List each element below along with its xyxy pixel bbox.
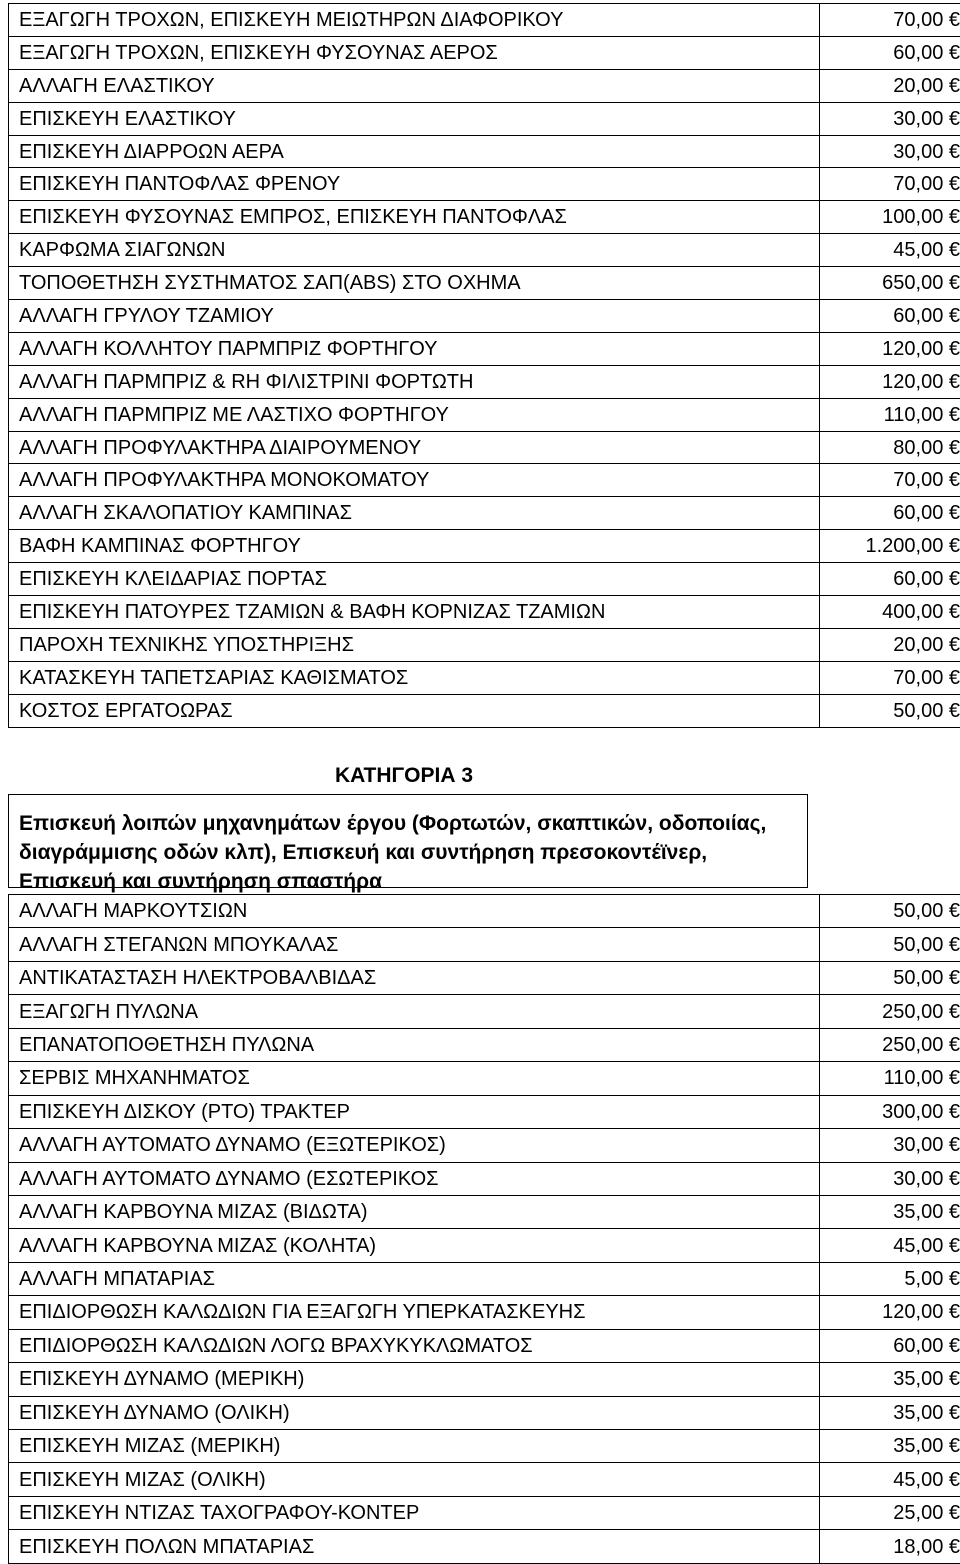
service-price: 250,00 € [820,995,960,1028]
table-row [9,1162,960,1195]
service-description: ΑΛΛΑΓΗ ΜΑΡΚΟΥΤΣΙΩΝ [9,895,820,928]
service-price: 110,00 € [820,1062,960,1095]
table-row [9,36,960,69]
table-row [9,102,960,135]
table-row [9,995,960,1028]
table-row [9,201,960,234]
price-table-section-1 [8,3,960,728]
table-row [9,1262,960,1295]
table-row [9,895,960,928]
table-row [9,1530,960,1563]
service-price: 45,00 € [820,1463,960,1496]
service-description: ΕΠΑΝΑΤΟΠΟΘΕΤΗΣΗ ΠΥΛΩΝΑ [9,1028,820,1061]
service-description: ΕΠΙΣΚΕΥΗ ΠΟΛΩΝ ΜΠΑΤΑΡΙΑΣ [9,1530,820,1563]
table-row [9,694,960,727]
service-description: ΑΛΛΑΓΗ ΣΚΑΛΟΠΑΤΙΟΥ ΚΑΜΠΙΝΑΣ [9,497,820,530]
service-price: 120,00 € [820,332,960,365]
table-row [9,1430,960,1463]
service-price: 35,00 € [820,1195,960,1228]
service-description: ΕΠΙΣΚΕΥΗ ΚΛΕΙΔΑΡΙΑΣ ΠΟΡΤΑΣ [9,563,820,596]
service-description: ΑΛΛΑΓΗ ΜΠΑΤΑΡΙΑΣ [9,1262,820,1295]
service-description: ΚΟΣΤΟΣ ΕΡΓΑΤΟΩΡΑΣ [9,694,820,727]
service-price: 60,00 € [820,36,960,69]
service-price: 70,00 € [820,661,960,694]
service-description: ΑΛΛΑΓΗ ΠΑΡΜΠΡΙΖ ΜΕ ΛΑΣΤΙΧΟ ΦΟΡΤΗΓΟΥ [9,398,820,431]
service-price: 60,00 € [820,1329,960,1362]
table-row [9,530,960,563]
category-3-description: Επισκευή λοιπών μηχανημάτων έργου (Φορτωτών, σκαπτικών, οδοποιίας, διαγράμμισης οδών κλπ), Επισκευή και συντήρηση πρεσοκοντέϊνερ, Επισκευή και συντήρηση σπαστήρα [8,794,808,888]
service-price: 110,00 € [820,398,960,431]
table-row [9,628,960,661]
service-description: ΕΠΙΣΚΕΥΗ ΕΛΑΣΤΙΚΟΥ [9,102,820,135]
table-row [9,332,960,365]
service-description: ΑΛΛΑΓΗ ΣΤΕΓΑΝΩΝ ΜΠΟΥΚΑΛΑΣ [9,928,820,961]
service-price: 650,00 € [820,267,960,300]
table-row [9,398,960,431]
price-table-category-3 [8,894,960,1564]
service-price: 70,00 € [820,4,960,37]
service-description: ΕΠΙΣΚΕΥΗ ΦΥΣΟΥΝΑΣ ΕΜΠΡΟΣ, ΕΠΙΣΚΕΥΗ ΠΑΝΤΟΦΛΑΣ [9,201,820,234]
service-description: ΕΠΙΣΚΕΥΗ ΝΤΙΖΑΣ ΤΑΧΟΓΡΑΦΟΥ-ΚΟΝΤΕΡ [9,1496,820,1529]
service-description: ΑΝΤΙΚΑΤΑΣΤΑΣΗ ΗΛΕΚΤΡΟΒΑΛΒΙΔΑΣ [9,961,820,994]
table-row [9,464,960,497]
service-price: 50,00 € [820,961,960,994]
table-row [9,1062,960,1095]
service-price: 50,00 € [820,694,960,727]
table-row [9,961,960,994]
table-row [9,928,960,961]
table-row [9,234,960,267]
service-price: 250,00 € [820,1028,960,1061]
service-description: ΕΠΙΣΚΕΥΗ ΠΑΝΤΟΦΛΑΣ ΦΡΕΝΟΥ [9,168,820,201]
table-row [9,168,960,201]
service-price: 60,00 € [820,300,960,333]
table-row [9,1095,960,1128]
service-price: 400,00 € [820,596,960,629]
table-row [9,4,960,37]
service-description: ΑΛΛΑΓΗ ΠΑΡΜΠΡΙΖ & RH ΦΙΛΙΣΤΡΙΝΙ ΦΟΡΤΩΤΗ [9,365,820,398]
service-price: 35,00 € [820,1396,960,1429]
service-price: 25,00 € [820,1496,960,1529]
service-description: ΑΛΛΑΓΗ ΚΑΡΒΟΥΝΑ ΜΙΖΑΣ (ΒΙΔΩΤΑ) [9,1195,820,1228]
table-row [9,1363,960,1396]
service-description: ΑΛΛΑΓΗ ΠΡΟΦΥΛΑΚΤΗΡΑ ΜΟΝΟΚΟΜΑΤΟΥ [9,464,820,497]
service-price: 30,00 € [820,135,960,168]
service-price: 20,00 € [820,69,960,102]
table-row [9,69,960,102]
table-row [9,135,960,168]
table-row [9,661,960,694]
service-price: 60,00 € [820,563,960,596]
table-row [9,596,960,629]
service-description: ΕΞΑΓΩΓΗ ΤΡΟΧΩΝ, ΕΠΙΣΚΕΥΗ ΜΕΙΩΤΗΡΩΝ ΔΙΑΦΟΡΙΚΟΥ [9,4,820,37]
service-description: ΠΑΡΟΧΗ ΤΕΧΝΙΚΗΣ ΥΠΟΣΤΗΡΙΞΗΣ [9,628,820,661]
table-row [9,267,960,300]
category-3-title: ΚΑΤΗΓΟΡΙΑ 3 [0,764,808,788]
service-description: ΑΛΛΑΓΗ ΓΡΥΛΟΥ ΤΖΑΜΙΟΥ [9,300,820,333]
table-row [9,1496,960,1529]
service-price: 300,00 € [820,1095,960,1128]
table-row [9,1396,960,1429]
service-price: 30,00 € [820,1162,960,1195]
service-price: 20,00 € [820,628,960,661]
service-price: 30,00 € [820,102,960,135]
service-price: 70,00 € [820,464,960,497]
service-price: 30,00 € [820,1129,960,1162]
service-description: ΑΛΛΑΓΗ ΑΥΤΟΜΑΤΟ ΔΥΝΑΜΟ (ΕΣΩΤΕΡΙΚΟΣ [9,1162,820,1195]
service-description: ΚΑΡΦΩΜΑ ΣΙΑΓΩΝΩΝ [9,234,820,267]
table-row [9,1028,960,1061]
table-row [9,1229,960,1262]
service-description: ΕΠΙΣΚΕΥΗ ΔΙΣΚΟΥ (PTO) ΤΡΑΚΤΕΡ [9,1095,820,1128]
table-row [9,1296,960,1329]
table-row [9,1463,960,1496]
service-price: 100,00 € [820,201,960,234]
service-price: 120,00 € [820,365,960,398]
service-price: 45,00 € [820,1229,960,1262]
service-price: 60,00 € [820,497,960,530]
service-price: 35,00 € [820,1363,960,1396]
table-row [9,1129,960,1162]
service-price: 5,00 € [820,1262,960,1295]
service-description: ΕΠΙΣΚΕΥΗ ΜΙΖΑΣ (ΟΛΙΚΗ) [9,1463,820,1496]
service-price: 70,00 € [820,168,960,201]
service-description: ΒΑΦΗ ΚΑΜΠΙΝΑΣ ΦΟΡΤΗΓΟΥ [9,530,820,563]
service-price: 120,00 € [820,1296,960,1329]
service-description: ΕΠΙΣΚΕΥΗ ΜΙΖΑΣ (ΜΕΡΙΚΗ) [9,1430,820,1463]
service-description: ΑΛΛΑΓΗ ΚΑΡΒΟΥΝΑ ΜΙΖΑΣ (ΚΟΛΗΤΑ) [9,1229,820,1262]
service-description: ΕΠΙΔΙΟΡΘΩΣΗ ΚΑΛΩΔΙΩΝ ΓΙΑ ΕΞΑΓΩΓΗ ΥΠΕΡΚΑΤΑΣΚΕΥΗΣ [9,1296,820,1329]
table-row [9,1195,960,1228]
service-description: ΑΛΛΑΓΗ ΠΡΟΦΥΛΑΚΤΗΡΑ ΔΙΑΙΡΟΥΜΕΝΟΥ [9,431,820,464]
service-description: ΕΠΙΣΚΕΥΗ ΔΥΝΑΜΟ (ΜΕΡΙΚΗ) [9,1363,820,1396]
service-price: 50,00 € [820,928,960,961]
table-row [9,431,960,464]
table-row [9,1329,960,1362]
service-description: ΑΛΛΑΓΗ ΑΥΤΟΜΑΤΟ ΔΥΝΑΜΟ (ΕΞΩΤΕΡΙΚΟΣ) [9,1129,820,1162]
service-price: 35,00 € [820,1430,960,1463]
service-description: ΤΟΠΟΘΕΤΗΣΗ ΣΥΣΤΗΜΑΤΟΣ ΣΑΠ(ABS) ΣΤΟ ΟΧΗΜΑ [9,267,820,300]
service-description: ΕΠΙΣΚΕΥΗ ΔΥΝΑΜΟ (ΟΛΙΚΗ) [9,1396,820,1429]
table-row [9,497,960,530]
service-description: ΕΠΙΣΚΕΥΗ ΠΑΤΟΥΡΕΣ ΤΖΑΜΙΩΝ & ΒΑΦΗ ΚΟΡΝΙΖΑΣ ΤΖΑΜΙΩΝ [9,596,820,629]
table-row [9,300,960,333]
service-description: ΑΛΛΑΓΗ ΚΟΛΛΗΤΟΥ ΠΑΡΜΠΡΙΖ ΦΟΡΤΗΓΟΥ [9,332,820,365]
service-description: ΕΠΙΔΙΟΡΘΩΣΗ ΚΑΛΩΔΙΩΝ ΛΟΓΩ ΒΡΑΧΥΚΥΚΛΩΜΑΤΟΣ [9,1329,820,1362]
service-description: ΕΞΑΓΩΓΗ ΤΡΟΧΩΝ, ΕΠΙΣΚΕΥΗ ΦΥΣΟΥΝΑΣ ΑΕΡΟΣ [9,36,820,69]
service-price: 50,00 € [820,895,960,928]
service-description: ΚΑΤΑΣΚΕΥΗ ΤΑΠΕΤΣΑΡΙΑΣ ΚΑΘΙΣΜΑΤΟΣ [9,661,820,694]
service-price: 45,00 € [820,234,960,267]
service-description: ΣΕΡΒΙΣ ΜΗΧΑΝΗΜΑΤΟΣ [9,1062,820,1095]
service-price: 80,00 € [820,431,960,464]
service-price: 18,00 € [820,1530,960,1563]
service-description: ΑΛΛΑΓΗ ΕΛΑΣΤΙΚΟΥ [9,69,820,102]
table-row [9,365,960,398]
service-description: ΕΞΑΓΩΓΗ ΠΥΛΩΝΑ [9,995,820,1028]
service-price: 1.200,00 € [820,530,960,563]
table-row [9,563,960,596]
service-description: ΕΠΙΣΚΕΥΗ ΔΙΑΡΡΟΩΝ ΑΕΡΑ [9,135,820,168]
